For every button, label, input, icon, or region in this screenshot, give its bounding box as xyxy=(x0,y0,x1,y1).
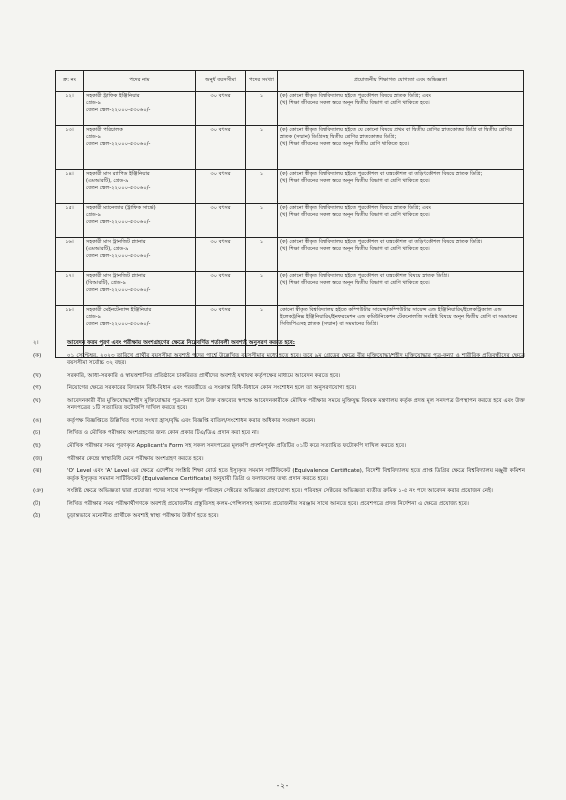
cell-post-count: ১ xyxy=(246,306,278,358)
table-row xyxy=(56,272,524,306)
cell-post-name xyxy=(84,238,196,272)
table-row xyxy=(56,204,524,238)
post-line: বেতন স্কেল-২২০০০-৫৩০৬০/- xyxy=(86,253,151,260)
instruction-item xyxy=(25,430,525,437)
cell-post-count: ১ xyxy=(246,238,278,272)
header-count: পদের সংখ্যা xyxy=(246,71,278,92)
instruction-number: (ক) xyxy=(33,352,42,359)
cell-serial: ১৪। xyxy=(56,170,84,204)
post-line: বেতন স্কেল-২২০০০-৫৩০৬০/- xyxy=(86,107,151,114)
cell-post-name xyxy=(84,204,196,238)
instruction-number: (গ) xyxy=(33,385,42,392)
table-row xyxy=(56,126,524,170)
instruction-text: 'O' Level এবং 'A' Level এর ক্ষেত্রে এদেশীয় সংশ্লিষ্ট শিক্ষা বোর্ড হতে ইস্যুকৃত সমমান সার্টিফিকেট (Equivalence Certificate), বিদেশী বিশ্ববিদ্যালয় হতে প্রাপ্ত ডিগ্রির ক্ষেত্রে বিশ্ববিদ্যালয় মঞ্জুরী কমিশন কর্তৃক ইস্যুকৃত সমমান সার্টিফিকেট (Equivalence Certificate) অনুযায়ী ডিগ্রি ও ফলাফলের তথ্য প্রদান করতে হবে। xyxy=(67,468,525,482)
cell-post-count: ১ xyxy=(246,204,278,238)
post-line: সহকারী ট্রাফিক ইঞ্জিনিয়ার xyxy=(86,93,140,99)
cell-qualification xyxy=(278,126,524,170)
instruction-item xyxy=(25,353,525,368)
instruction-number: (ঠ) xyxy=(33,513,41,520)
instruction-text: ০১ সেপ্টেম্বর, ২০২৩ তারিখে প্রার্থীর বয়সসীমা অবশ্যই পদের পার্শ্বে উল্লেখিত বয়সসীমার মধ্যে হতে হবে। তবে ৯ম গ্রেডের ক্ষেত্রে বীর মুক্তিযোদ্ধা/শহীদ মুক্তিযোদ্ধার পুত্র-কন্যা ও শারীরিক প্রতিবন্ধীদের ক্ষেত্রে বয়সসীমা সর্বোচ্চ ৩২ বছর। xyxy=(67,352,525,366)
post-line: (বিআরটি), গ্রেড-৯ xyxy=(86,280,126,287)
table-row xyxy=(56,92,524,126)
cell-serial: ১৫। xyxy=(56,204,84,238)
instruction-number: (ঝ) xyxy=(33,468,42,475)
cell-post-name xyxy=(84,170,196,204)
post-line: গ্রেড-৯ xyxy=(86,100,102,107)
header-age: অনুর্ধ বয়সসীমা xyxy=(196,71,246,92)
qualification-line: (খ) শিক্ষা জীবনের সকল স্তরে অনূন দ্বিতীয় বিভাগ বা শ্রেণি থাকিতে হবে। xyxy=(280,212,430,219)
cell-serial: ১২। xyxy=(56,92,84,126)
cell-age-limit: ৩০ বৎসর xyxy=(196,306,246,358)
cell-qualification xyxy=(278,238,524,272)
instruction-text: পরীক্ষার কেন্দ্রে স্বাস্থ্যবিধি মেনে পরীক্ষায় অংশগ্রহণ করতে হবে। xyxy=(67,455,204,462)
instruction-item xyxy=(25,443,525,450)
post-line: (এমআরটি), গ্রেড-৯ xyxy=(86,246,129,253)
post-line: বেতন স্কেল-২২০০০-৫৩০৬০/- xyxy=(86,321,151,328)
instruction-text: চূড়ান্তভাবে মনোনীত প্রার্থীকে অবশ্যই স্বাস্থ্য পরীক্ষায় উত্তীর্ণ হতে হবে। xyxy=(67,513,219,520)
instruction-item xyxy=(25,513,525,520)
post-line: গ্রেড-৯ xyxy=(86,212,102,219)
instruction-item xyxy=(25,418,525,425)
qualification-line: (ক) কোনো স্বীকৃত বিশ্ববিদ্যালয় হইতে পুরকৌশল বা যন্ত্রকৌশল বা তড়িৎকৌশল বিষয়ে স্নাতক ডিগ্রি। xyxy=(280,239,483,245)
post-line: বেতন স্কেল-২২০০০-৫৩০৬০/- xyxy=(86,287,151,294)
qualification-line: (খ) শিক্ষা জীবনের সকল স্তরে অনূন দ্বিতীয় বিভাগ বা শ্রেণি থাকিতে হবে। xyxy=(280,100,430,107)
instruction-number: (ট) xyxy=(33,500,41,507)
post-line: সহকারী মাস ট্রানজিট প্ল্যানার xyxy=(86,273,146,279)
cell-serial: ১৭। xyxy=(56,272,84,306)
instructions-section xyxy=(25,340,525,526)
cell-age-limit: ৩০ বৎসর xyxy=(196,126,246,170)
table-row xyxy=(56,170,524,204)
post-line: গ্রেড-৯ xyxy=(86,134,102,141)
instruction-item xyxy=(25,468,525,483)
qualification-line: (ক) কোনো স্বীকৃত বিশ্ববিদ্যালয় হইতে পুরকৌশল বা যন্ত্রকৌশল বিষয়ে স্নাতক ডিগ্রি। xyxy=(280,273,449,279)
instruction-item xyxy=(25,501,525,508)
instruction-item xyxy=(25,398,525,413)
qualification-line: (ক) কোনো স্বীকৃত বিশ্ববিদ্যালয় হইতে পুরকৌশল বিষয়ে স্নাতক ডিগ্রি; এবং xyxy=(280,205,432,211)
instruction-text: লিখিত ও মৌখিক পরীক্ষায় অংশগ্রহণের জন্য কোন প্রকার টিএ/ডিএ প্রদান করা হবে না। xyxy=(67,430,259,437)
instruction-number: (ঞ) xyxy=(33,488,44,495)
cell-qualification xyxy=(278,272,524,306)
qualification-line: (খ) শিক্ষা জীবনের সকল স্তরে অনূন দ্বিতীয় বিভাগ বা শ্রেণি থাকিতে হবে। xyxy=(280,178,430,185)
header-post: পদের নাম xyxy=(84,71,196,92)
post-line: বেতন স্কেল-২২০০০-৫৩০৬০/- xyxy=(86,219,151,226)
instruction-text: লিখিত পরীক্ষার সময় পরীক্ষার্থীগণকে অবশ্যই প্রয়োজনীয় প্রস্তুতিসহ কলম-পেন্সিলসহ অন্যান্য প্রয়োজনীয় সরঞ্জাম সাথে আনতে হবে। প্রবেশপত্রে প্রদত্ত নির্দেশনা এ ক্ষেত্রে প্রযোজ্য হবে। xyxy=(67,500,469,507)
post-line: বেতন স্কেল-২২০০০-৫৩০৬০/- xyxy=(86,141,151,148)
qualification-line: (খ) শিক্ষা জীবনের সকল স্তরে অনূন দ্বিতীয় শ্রেণি থাকিতে হবে। xyxy=(280,141,409,148)
qualification-line: (ক) কোনো স্বীকৃত বিশ্ববিদ্যালয় হইতে যে কোনো বিষয়ে প্রথম বা দ্বিতীয় শ্রেণির স্নাতকোত্তর ডিগ্রি বা দ্বিতীয় শ্রেণির স্নাতক (সম্মান) ডিগ্রিসহ দ্বিতীয় শ্রেণির স্নাতকোত্তর ডিগ্রি; xyxy=(280,127,513,141)
cell-age-limit: ৩০ বৎসর xyxy=(196,272,246,306)
cell-age-limit: ৩০ বৎসর xyxy=(196,238,246,272)
post-line: গ্রেড-৯ xyxy=(86,314,102,321)
instruction-number: (খ) xyxy=(33,372,42,379)
post-line: (এমআরটি), গ্রেড-৯ xyxy=(86,178,129,185)
cell-post-name xyxy=(84,272,196,306)
instruction-text: সরকারি, আধা-সরকারি ও স্বায়ত্তশাসিত প্রতিষ্ঠানে চাকরিরত প্রার্থীদের অবশ্যই যথাযথ কর্তৃপক্ষের মাধ্যমে আবেদন করতে হবে। xyxy=(67,372,341,379)
cell-age-limit: ৩০ বৎসর xyxy=(196,170,246,204)
instruction-item xyxy=(25,456,525,463)
cell-post-count: ১ xyxy=(246,272,278,306)
page-number: -২- xyxy=(276,782,290,790)
cell-age-limit: ৩০ বৎসর xyxy=(196,92,246,126)
qualification-line: (ক) কোনো স্বীকৃত বিশ্ববিদ্যালয় হইতে পুরকৌশল বা যন্ত্রকৌশল বা তড়িৎকৌশল বিষয়ে স্নাতক ডিগ্রি; xyxy=(280,171,483,177)
cell-qualification xyxy=(278,204,524,238)
instruction-number: (ছ) xyxy=(33,442,41,449)
instruction-text: আবেদনকারী বীর মুক্তিযোদ্ধা/শহীদ মুক্তিযোদ্ধার পুত্র-কন্যা হলে উক্ত বক্তব্যের স্বপক্ষে আবেদনকারীকে মৌখিক পরীক্ষার সময়ে মুক্তিযুদ্ধ বিষয়ক মন্ত্রণালয় কর্তৃক প্রদত্ত মূল সনদপত্র উপস্থাপন করতে হবে এবং উক্ত সনদপত্রের ১টি সত্যায়িত ফটোকপি দাখিল করতে হবে। xyxy=(67,397,525,412)
header-qualification: প্রয়োজনীয় শিক্ষাগত যোগ্যতা এবং অভিজ্ঞতা xyxy=(278,71,524,92)
table-row xyxy=(56,238,524,272)
qualification-line: (খ) শিক্ষা জীবনের সকল স্তরে অনূন দ্বিতীয় বিভাগ বা শ্রেণি থাকিতে হবে। xyxy=(280,246,430,253)
instruction-text: কর্তৃপক্ষ বিজ্ঞপ্তিতে উল্লিখিত পদের সংখ্যা হ্রাস/বৃদ্ধি এবং বিজ্ঞপ্তি বাতিল/সংশোধন করার অধিকার সংরক্ষণ করেন। xyxy=(67,417,316,424)
post-line: সহকারী মাস ট্রানজিট প্ল্যানার xyxy=(86,239,146,245)
cell-post-name xyxy=(84,126,196,170)
instruction-item xyxy=(25,373,525,380)
cell-qualification xyxy=(278,170,524,204)
cell-age-limit: ৩০ বৎসর xyxy=(196,204,246,238)
post-line: সহকারী পরিচালক xyxy=(86,127,123,133)
instruction-item xyxy=(25,488,525,495)
instruction-item xyxy=(25,385,525,392)
cell-post-count: ১ xyxy=(246,92,278,126)
instructions-heading xyxy=(25,340,525,347)
instruction-text: নিয়োগের ক্ষেত্রে সরকারের বিদ্যমান বিধি-বিধান এবং পরবর্তীতে এ সংক্রান্ত বিধি-বিধানে কোন সংশোধন হলে তা অনুসরণযোগ্য হবে। xyxy=(67,385,357,392)
cell-post-name xyxy=(84,92,196,126)
post-line: সহকারী মাস র‌্যাপিড ইঞ্জিনিয়ার xyxy=(86,171,150,177)
post-line: বেতন স্কেল-২২০০০-৫৩০৬০/- xyxy=(86,185,151,192)
instruction-number: ২। xyxy=(33,340,39,346)
cell-post-count: ১ xyxy=(246,126,278,170)
instruction-number: (ঙ) xyxy=(33,417,42,424)
instruction-number: (ঘ) xyxy=(33,397,41,404)
cell-serial: ১৩। xyxy=(56,126,84,170)
cell-qualification xyxy=(278,92,524,126)
cell-serial: ১৮। xyxy=(56,306,84,358)
instruction-text: সংশ্লিষ্ট ক্ষেত্রে অভিজ্ঞতা দ্বারা প্রযোজ্য পদের সাথে সম্পর্কযুক্ত পরিবহন সেক্টরের অভিজ্ঞতা গ্রহণযোগ্য হবে। পরিবহন সেক্টরের অভিজ্ঞতা ব্যতীত ক্রমিক ১-৫ নং পদে আবেদন করার প্রয়োজন নেই। xyxy=(67,488,493,495)
instruction-number: (জ) xyxy=(33,455,43,462)
qualification-line: (ক) কোনো স্বীকৃত বিশ্ববিদ্যালয় হইতে পুরকৌশল বিষয়ে স্নাতক ডিগ্রি; এবং xyxy=(280,93,432,99)
instruction-text: আবেদন ফরম পূরণ এবং পরীক্ষায় অংশগ্রহণের ক্ষেত্রে নিম্নেবর্ণিত শর্তাবলী অবশ্যই অনুসরণ করতে হবে: xyxy=(67,340,296,346)
cell-post-count: ১ xyxy=(246,170,278,204)
instruction-text: মৌখিক পরীক্ষার সময় পূরণকৃত Applicant's Form সহ সকল সনদপত্রের মূলকপি প্রদর্শনপূর্বক প্রতিটির ০১টি করে সত্যায়িত ফটোকপি দাখিল করতে হবে। xyxy=(67,442,407,449)
table-header-row xyxy=(56,71,524,92)
header-serial: ক্র: নং xyxy=(56,71,84,92)
posts-table xyxy=(55,70,524,358)
qualification-line: (খ) শিক্ষা জীবনের সকল স্তরে অনূন দ্বিতীয় বিভাগ বা শ্রেণি থাকিতে হবে। xyxy=(280,280,430,287)
post-line: সহকারী মেইনটেন্যান্স ইঞ্জিনিয়ার xyxy=(86,307,152,313)
instruction-number: (চ) xyxy=(33,430,41,437)
post-line: সহকারী ম্যানেজার (ট্রাফিক সার্ভে) xyxy=(86,205,156,211)
cell-serial: ১৬। xyxy=(56,238,84,272)
qualification-line: কোনো স্বীকৃত বিশ্ববিদ্যালয় হইতে কম্পিউটার সায়েন্স/কম্পিউটার সায়েন্স এন্ড ইঞ্জিনিয়ারিং/ইলেকট্রিক্যাল এন্ড ইলেকট্রনিক্স ইঞ্জিনিয়ারিং/ইনফরমেশন এন্ড কমিউনিকেশন টেকনোলজি সংশ্লিষ্ট বিষয়ে অনূন দ্বিতীয় শ্রেণি বা সমমানের সিজিপিএসহ স্নাতক (সম্মান) বা সমমানের ডিগ্রি। xyxy=(280,307,518,328)
